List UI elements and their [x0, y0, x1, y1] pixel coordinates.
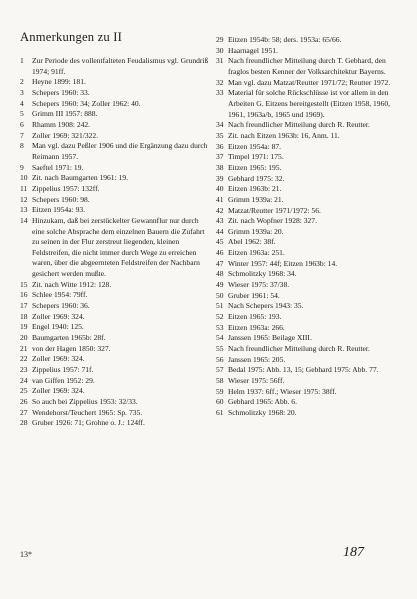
footnote-text: Grimm III 1957: 888. — [32, 109, 98, 119]
footnote-number: 38 — [216, 162, 224, 172]
footnote-text: Eitzen 1963b: 21. — [228, 184, 282, 194]
footnote-number: 59 — [216, 386, 224, 396]
footnote-text: Nach Schepers 1943: 35. — [228, 301, 304, 311]
footnote-text: Winter 1957: 44f; Eitzen 1963b: 14. — [228, 258, 338, 268]
footnote-number: 24 — [20, 375, 28, 385]
footnote-text: Material für solche Rückschlüsse ist vor allem in den Arbeiten G. Eitzens bereitgestellt (Eitzen 1958, 1960, 1961, 1963a/b, 1965 und 1969). — [228, 88, 391, 119]
footnote-entry — [20, 333, 210, 344]
footnote-entry — [216, 323, 406, 334]
footnote-number: 34 — [216, 120, 224, 130]
footnote-text: Baumgarten 1965b: 28f. — [32, 333, 106, 343]
footnote-entry — [216, 376, 406, 387]
footnote-number: 1 — [20, 56, 24, 65]
footnote-entry — [216, 227, 406, 238]
footnote-text: Haarnagel 1951. — [228, 45, 278, 55]
footnote-entry — [216, 174, 406, 185]
footnote-number: 31 — [216, 56, 224, 66]
footnote-number: 19 — [20, 322, 28, 332]
footnote-entry — [216, 152, 406, 163]
footnote-number: 6 — [20, 119, 24, 129]
footnote-text: Timpel 1971: 175. — [228, 152, 284, 162]
footnote-entry — [216, 46, 406, 57]
footnote-number: 20 — [20, 333, 28, 343]
footnote-text: Eitzen 1963a: 266. — [228, 322, 285, 332]
footnote-number: 18 — [20, 311, 28, 321]
footnote-text: Eitzen 1965: 195. — [228, 162, 282, 172]
footnote-entry — [20, 280, 210, 291]
footnote-entry — [216, 216, 406, 227]
footnote-number: 42 — [216, 205, 224, 215]
footnote-text: Schepers 1960: 33. — [32, 87, 90, 97]
notes-column-right — [216, 35, 406, 419]
footnote-text: Bedal 1975: Abb. 13, 15; Gebhard 1975: Abb. 77. — [228, 365, 379, 375]
footnote-number: 47 — [216, 258, 224, 268]
footnote-number: 9 — [20, 162, 24, 172]
footnote-text: Eitzen 1954b: 58; ders. 1953a: 65/66. — [228, 35, 342, 44]
footnote-text: Schlee 1954: 79ff. — [32, 290, 88, 300]
footnote-text: Gruber 1961: 54. — [228, 290, 280, 300]
footnote-number: 26 — [20, 397, 28, 406]
footnote-text: Hinzukam, daß bei zerstückelter Gewannflur nur durch eine solche Absprache dem einzelnen Bauern die Zufahrt zu seinen in der Flur zerstreut liegenden, kleinen Feldstreifen, die nicht immer durch Wege zu erreichen waren, über die abgeernteten Feldstreifen der Nachbarn gesichert werden mußte. — [32, 215, 205, 279]
footnote-text: Zur Periode des vollentfalteten Feudalismus vgl. Grundriß 1974; 91ff. — [32, 56, 209, 76]
footnote-number: 27 — [20, 407, 28, 417]
page-number: 187 — [343, 545, 364, 560]
footnote-text: Man vgl. dazu Peßler 1906 und die Ergänzung dazu durch Reimann 1957. — [32, 141, 208, 161]
footnote-text: Eitzen 1954a: 93. — [32, 205, 86, 215]
footnote-number: 21 — [20, 343, 28, 353]
footnote-number: 60 — [216, 397, 224, 407]
footnote-text: Zit. nach Baumgarten 1961: 19. — [32, 173, 128, 183]
signature-mark: 13* — [20, 550, 32, 559]
footnote-number: 49 — [216, 280, 224, 290]
footnote-entry — [20, 354, 210, 365]
footnote-number: 39 — [216, 173, 224, 183]
footnote-entry — [20, 418, 210, 429]
footnote-entry — [216, 237, 406, 248]
footnote-entry — [20, 195, 210, 206]
footnote-text: Zit. nach Eitzen 1963b: 16, Anm. 11. — [228, 130, 340, 140]
footnote-text: Matzat/Reutter 1971/1972: 56. — [228, 205, 321, 215]
footnote-text: Rhamm 1908: 242. — [32, 119, 91, 129]
footnote-entry — [20, 365, 210, 376]
footnote-number: 3 — [20, 87, 24, 97]
footnote-text: Schepers 1960: 98. — [32, 194, 90, 204]
footnote-entry — [216, 280, 406, 291]
footnote-number: 50 — [216, 290, 224, 300]
footnote-text: Janssen 1965: 205. — [228, 354, 286, 364]
footnote-entry — [216, 163, 406, 174]
footnote-number: 11 — [20, 183, 28, 193]
footnote-entry — [216, 301, 406, 312]
footnote-number: 43 — [216, 216, 224, 226]
footnote-entry — [20, 322, 210, 333]
footnote-entry — [20, 56, 210, 77]
footnote-text: Zippelius 1957: 71f. — [32, 365, 94, 375]
footnote-entry — [216, 387, 406, 398]
footnote-number: 4 — [20, 98, 24, 108]
footnote-text: Grimm 1939a: 20. — [228, 226, 284, 236]
footnote-entry — [216, 397, 406, 408]
footnote-text: Schepers 1960: 34; Zoller 1962: 40. — [32, 98, 141, 108]
footnote-entry — [216, 142, 406, 153]
footnote-text: Abel 1962: 38f. — [228, 237, 276, 247]
footnote-text: Engel 1940: 125. — [32, 322, 84, 332]
footnote-entry — [20, 408, 210, 419]
footnote-entry — [216, 131, 406, 142]
footnote-text: Nach freundlicher Mitteilung durch R. Reutter. — [228, 344, 370, 354]
footnote-number: 17 — [20, 301, 28, 311]
footnote-entry — [20, 141, 210, 162]
footnote-entry — [20, 184, 210, 195]
footnote-text: Eitzen 1965: 193. — [228, 312, 282, 322]
footnote-number: 51 — [216, 301, 224, 311]
footnote-text: Schepers 1960: 36. — [32, 301, 90, 311]
footnote-entry — [20, 301, 210, 312]
footnote-number: 35 — [216, 130, 224, 140]
footnote-entry — [20, 99, 210, 110]
footnote-number: 29 — [216, 35, 224, 44]
footnote-entry — [216, 259, 406, 270]
footnote-number: 37 — [216, 152, 224, 162]
footnote-number: 53 — [216, 322, 224, 332]
footnote-number: 2 — [20, 77, 24, 87]
footnote-text: Saeftel 1971: 19. — [32, 162, 84, 172]
footnote-text: Zoller 1969: 324. — [32, 386, 85, 396]
footnote-entry — [216, 355, 406, 366]
footnote-text: von der Hagen 1850: 327. — [32, 343, 111, 353]
footnote-entry — [216, 56, 406, 77]
footnote-number: 48 — [216, 269, 224, 279]
footnote-number: 16 — [20, 290, 28, 300]
footnote-entry — [216, 35, 406, 46]
footnote-entry — [216, 291, 406, 302]
footnote-entry — [216, 88, 406, 120]
footnote-entry — [20, 312, 210, 323]
footnote-number: 46 — [216, 248, 224, 258]
footnote-entry — [216, 184, 406, 195]
footnote-entry — [20, 386, 210, 397]
footnote-number: 36 — [216, 141, 224, 151]
footnote-entry — [20, 216, 210, 280]
footnote-text: Wieser 1975: 37/38. — [228, 280, 290, 290]
footnote-number: 10 — [20, 173, 28, 183]
footnote-number: 22 — [20, 354, 28, 364]
footnote-entry — [216, 120, 406, 131]
footnote-text: Helm 1937: 6ff.; Wieser 1975: 38ff. — [228, 386, 337, 396]
footnote-text: Heyne 1899: 181. — [32, 77, 86, 87]
footnote-entry — [20, 173, 210, 184]
footnote-number: 5 — [20, 109, 24, 119]
footnote-text: Zoller 1969: 324. — [32, 311, 85, 321]
footnote-number: 7 — [20, 130, 24, 140]
footnote-number: 55 — [216, 344, 224, 354]
footnote-number: 56 — [216, 354, 224, 364]
footnote-text: Zippelius 1957: 132ff. — [32, 183, 100, 193]
footnote-entry — [216, 248, 406, 259]
footnote-text: So auch bei Zippelius 1953: 32/33. — [32, 397, 138, 406]
footnote-entry — [216, 195, 406, 206]
footnote-number: 57 — [216, 365, 224, 375]
footnote-number: 52 — [216, 312, 224, 322]
footnote-entry — [20, 290, 210, 301]
footnote-number: 23 — [20, 365, 28, 375]
footnote-entry — [20, 205, 210, 216]
footnote-number: 14 — [20, 215, 28, 225]
footnote-number: 40 — [216, 184, 224, 194]
footnote-entry — [216, 408, 406, 419]
footnote-number: 25 — [20, 386, 28, 396]
footnote-text: Nach freundlicher Mitteilung durch R. Reutter. — [228, 120, 370, 130]
footnote-number: 33 — [216, 88, 224, 98]
footnote-entry — [20, 131, 210, 142]
footnote-number: 45 — [216, 237, 224, 247]
footnote-number: 44 — [216, 226, 224, 236]
footnote-number: 58 — [216, 376, 224, 385]
footnote-entry — [20, 109, 210, 120]
footnote-number: 13 — [20, 205, 28, 215]
footnote-entry — [216, 312, 406, 323]
footnote-entry — [216, 333, 406, 344]
footnote-entry — [216, 344, 406, 355]
footnote-text: Gruber 1926: 71; Grohne o. J.: 124ff. — [32, 418, 145, 428]
footnote-text: Janssen 1965: Beilage XIII. — [228, 333, 312, 343]
footnote-text: Zoller 1969: 321/322. — [32, 130, 99, 140]
footnote-text: Zit. nach Witte 1912: 128. — [32, 279, 112, 289]
footnote-number: 41 — [216, 194, 224, 204]
footnote-number: 61 — [216, 407, 224, 417]
footnote-text: van Giffen 1952: 29. — [32, 375, 95, 385]
footnote-entry — [20, 397, 210, 408]
footnote-text: Wieser 1975: 56ff. — [228, 376, 285, 385]
footnote-entry — [20, 344, 210, 355]
footnote-number: 12 — [20, 194, 28, 204]
footnote-entry — [20, 163, 210, 174]
footnote-text: Nach freundlicher Mitteilung durch T. Gebhard, den fraglos besten Kenner der Volksarchitektur Bayerns. — [228, 56, 386, 76]
footnote-number: 15 — [20, 279, 28, 289]
footnote-number: 8 — [20, 141, 24, 151]
footnote-entry — [20, 77, 210, 88]
footnote-number: 28 — [20, 418, 28, 428]
footnote-text: Gebhard 1975: 32. — [228, 173, 285, 183]
footnote-text: Zoller 1969: 324. — [32, 354, 85, 364]
footnote-text: Gebhard 1965: Abb. 6. — [228, 397, 297, 407]
footnote-text: Schmolitzky 1968: 20. — [228, 407, 297, 417]
section-heading: Anmerkungen zu II — [20, 30, 123, 44]
footnote-number: 30 — [216, 45, 224, 55]
footnote-text: Grimm 1939a: 21. — [228, 194, 284, 204]
footnote-text: Zit. nach Wopfner 1928: 327. — [228, 216, 317, 226]
footnote-text: Schmolitzky 1968: 34. — [228, 269, 297, 279]
footnote-text: Eitzen 1963a: 251. — [228, 248, 285, 258]
footnote-entry — [20, 88, 210, 99]
footnote-entry — [216, 206, 406, 217]
footnote-number: 54 — [216, 333, 224, 343]
footnote-entry — [20, 120, 210, 131]
footnote-entry — [216, 365, 406, 376]
footnote-text: Wendehorst/Teuchert 1965: Sp. 735. — [32, 407, 143, 417]
notes-column-left — [20, 56, 210, 429]
footnote-number: 32 — [216, 77, 224, 87]
footnote-entry — [216, 269, 406, 280]
footnote-entry — [20, 376, 210, 387]
footnote-entry — [216, 78, 406, 89]
footnote-text: Man vgl. dazu Matzat/Reutter 1971/72; Reutter 1972. — [228, 77, 391, 87]
footnote-text: Eitzen 1954a: 87. — [228, 141, 282, 151]
